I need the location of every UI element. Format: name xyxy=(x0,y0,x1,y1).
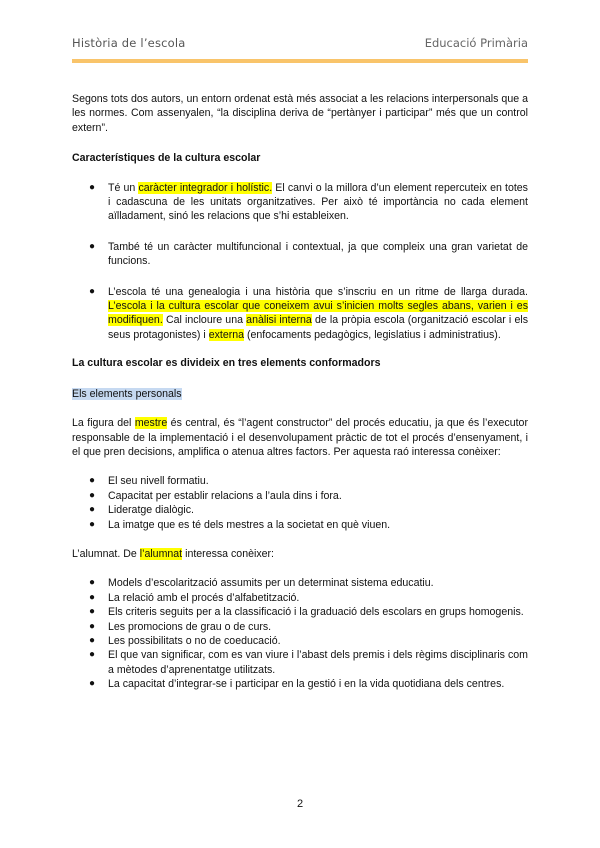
bullet-icon: ● xyxy=(89,504,96,516)
bullet-icon: ● xyxy=(89,489,96,501)
header-subtitle: Educació Primària xyxy=(424,36,528,50)
highlighted-text: mestre xyxy=(134,417,168,430)
students-paragraph: L’alumnat. De l’alumnat interessa conèixer: xyxy=(72,547,274,560)
list-item: ● La relació amb el procés d’alfabetització. xyxy=(89,591,300,604)
bullet-icon: ● xyxy=(89,634,96,646)
teacher-paragraph: La figura del mestre és central, és “l’agent constructor” del procés educatiu, ja que és l’executor responsable de la implementació i el desenvolupament pràctic de tot el procés d’ensenyament, i el que pren decisions, amplifica o atenua altres factors. Per aquesta raó interessa conèixer: xyxy=(72,417,528,458)
list-item: ● La capacitat d’integrar-se i participar en la gestió i en la vida quotidiana dels centres. xyxy=(89,678,505,691)
bullet-icon: ● xyxy=(89,606,96,618)
list-item: ● El seu nivell formatiu. xyxy=(89,475,209,488)
list-item: ● Les possibilitats o no de coeducació. xyxy=(89,634,281,647)
bullet-icon: ● xyxy=(89,577,96,589)
header-divider xyxy=(72,59,528,63)
list-item: ● Les promocions de grau o de curs. xyxy=(89,620,272,633)
list-item: ● Capacitat per establir relacions a l’aula dins i fora. xyxy=(89,489,342,502)
bullet-icon: ● xyxy=(89,678,96,690)
highlighted-text: l’alumnat xyxy=(139,547,183,560)
students-list xyxy=(72,576,528,691)
bullet-icon: ● xyxy=(89,649,96,661)
bullet-icon: ● xyxy=(89,285,96,297)
highlighted-text: caràcter integrador i holístic. xyxy=(138,181,273,194)
highlighted-text: L’escola i la cultura escolar que coneixem avui s’inicien molts segles abans, varien i es modifiquen. xyxy=(108,300,528,327)
list-item: ● Models d’escolarització assumits per un determinat sistema educatiu. xyxy=(89,577,434,590)
section-heading-elements: La cultura escolar es divideix en tres elements conformadors xyxy=(72,357,381,370)
bullet-icon: ● xyxy=(89,591,96,603)
list-item: ● Els criteris seguits per a la classificació i la graduació dels escolars en grups homogenis. xyxy=(89,606,524,619)
header-title: Història de l’escola xyxy=(72,36,186,50)
section-heading-characteristics: Característiques de la cultura escolar xyxy=(72,152,261,165)
bullet-icon: ● xyxy=(89,620,96,632)
bullet-icon: ● xyxy=(89,240,96,252)
page-content xyxy=(72,92,528,692)
list-item: ● Té un caràcter integrador i holístic. El canvi o la millora d’un element repercuteix en totes i cadascuna de les unitats organitzatives. Per això té importància no cada element aïlladament, sinó les relacions que s’hi estableixen. xyxy=(89,181,528,223)
subheading-personal-elements: Els elements personals xyxy=(72,387,182,400)
list-item: ● L’escola té una genealogia i una història que s’inscriu en un ritme de llarga durada. L’escola i la cultura escolar que coneixem avui s’inicien molts segles abans, varien i es modifiquen. Cal incloure una anàlisi interna de la pròpia escola (organització escolar i els seus protagonistes) i externa (enfocaments pedagògics, legislatius i administratius). xyxy=(89,285,528,341)
list-item: ● Lideratge dialògic. xyxy=(89,504,194,517)
characteristics-list xyxy=(72,181,528,343)
bullet-icon: ● xyxy=(89,518,96,530)
teacher-list xyxy=(72,474,528,532)
intro-paragraph: Segons tots dos autors, un entorn ordenat està més associat a les relacions interpersonals que a les normes. Com assenyalen, “la disciplina deriva de “pertànyer i participar” més que un control extern”. xyxy=(72,93,528,134)
list-item: ● També té un caràcter multifuncional i contextual, ja que compleix una gran varietat de funcions. xyxy=(89,240,528,268)
highlighted-text: anàlisi interna xyxy=(246,314,312,327)
list-item: ● El que van significar, com es van viure i l’abast dels premis i dels règims disciplinaris com a mètodes d’aprenentatge utilitzats. xyxy=(89,649,528,676)
highlighted-text: externa xyxy=(208,328,245,341)
list-item: ● La imatge que es té dels mestres a la societat en què viuen. xyxy=(89,518,391,531)
page-number: 2 xyxy=(296,798,304,810)
bullet-icon: ● xyxy=(89,475,96,487)
bullet-icon: ● xyxy=(89,181,96,193)
